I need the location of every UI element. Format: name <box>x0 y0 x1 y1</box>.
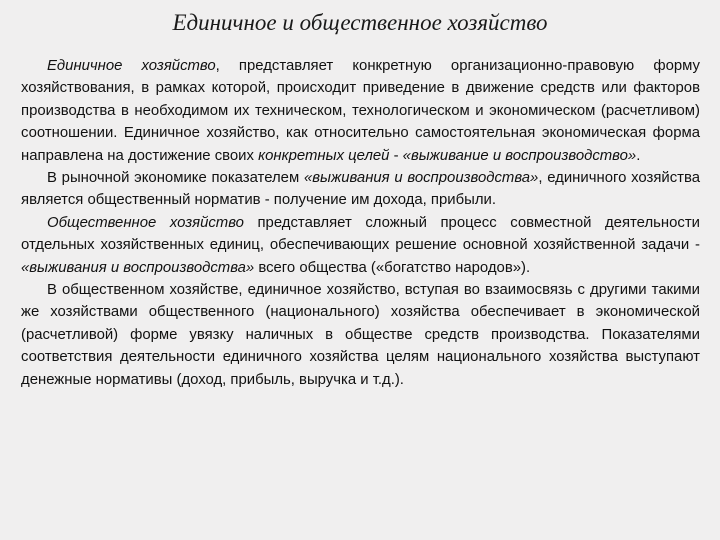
text-segment: В общественном хозяйстве, единичное хозяйство, вступая во взаимосвязь с другими такими же хозяйствами общественного (национального) хозяйства обеспечивает в экономической (расчетливой) форме увязку наличных в обществе средств производства. Показателями соответствия деятельности единичного хозяйства целям национального хозяйства выступают денежные нормативы (доход, прибыль, выручка и т.д.). <box>21 282 700 388</box>
text-segment: В рыночной экономике показателем <box>47 170 304 187</box>
paragraph <box>21 55 700 167</box>
italic-text-segment: Общественное хозяйство <box>47 214 244 231</box>
italic-text-segment: «выживания и воспроизводства» <box>21 259 255 276</box>
text-segment: , представляет конкретную организационно-правовую форму хозяйствования, в рамках которой, происходит приведение в движение средств или факторов производства в необходимом их техническом, технологическом и экономическом (расчетливом) соотношении. Единичное хозяйство, как относительно самостоятельная экономическая форма направлена на достижение своих <box>21 58 700 164</box>
text-segment: всего общества («богатство народов»). <box>254 259 531 276</box>
text-segment: , единичного хозяйства является общественный норматив - получение им дохода, прибыли. <box>21 170 700 209</box>
text-segment: представляет сложный процесс совместной деятельности отдельных хозяйственных единиц, обеспечивающих решение основной хозяйственной задачи - <box>21 214 700 254</box>
paragraph <box>21 167 700 212</box>
paragraph <box>21 279 700 391</box>
italic-text-segment: «выживания и воспроизводства» <box>303 170 539 187</box>
text-segment: . <box>636 147 641 164</box>
slide-title: Единичное и общественное хозяйство <box>172 10 548 35</box>
paragraph <box>21 212 700 279</box>
italic-text-segment: конкретных целей <box>258 147 390 164</box>
italic-text-segment: «выживание и воспроизводство» <box>402 147 637 164</box>
text-segment: - <box>389 147 403 164</box>
italic-text-segment: Единичное хозяйство <box>47 58 216 74</box>
body-text <box>21 55 700 391</box>
